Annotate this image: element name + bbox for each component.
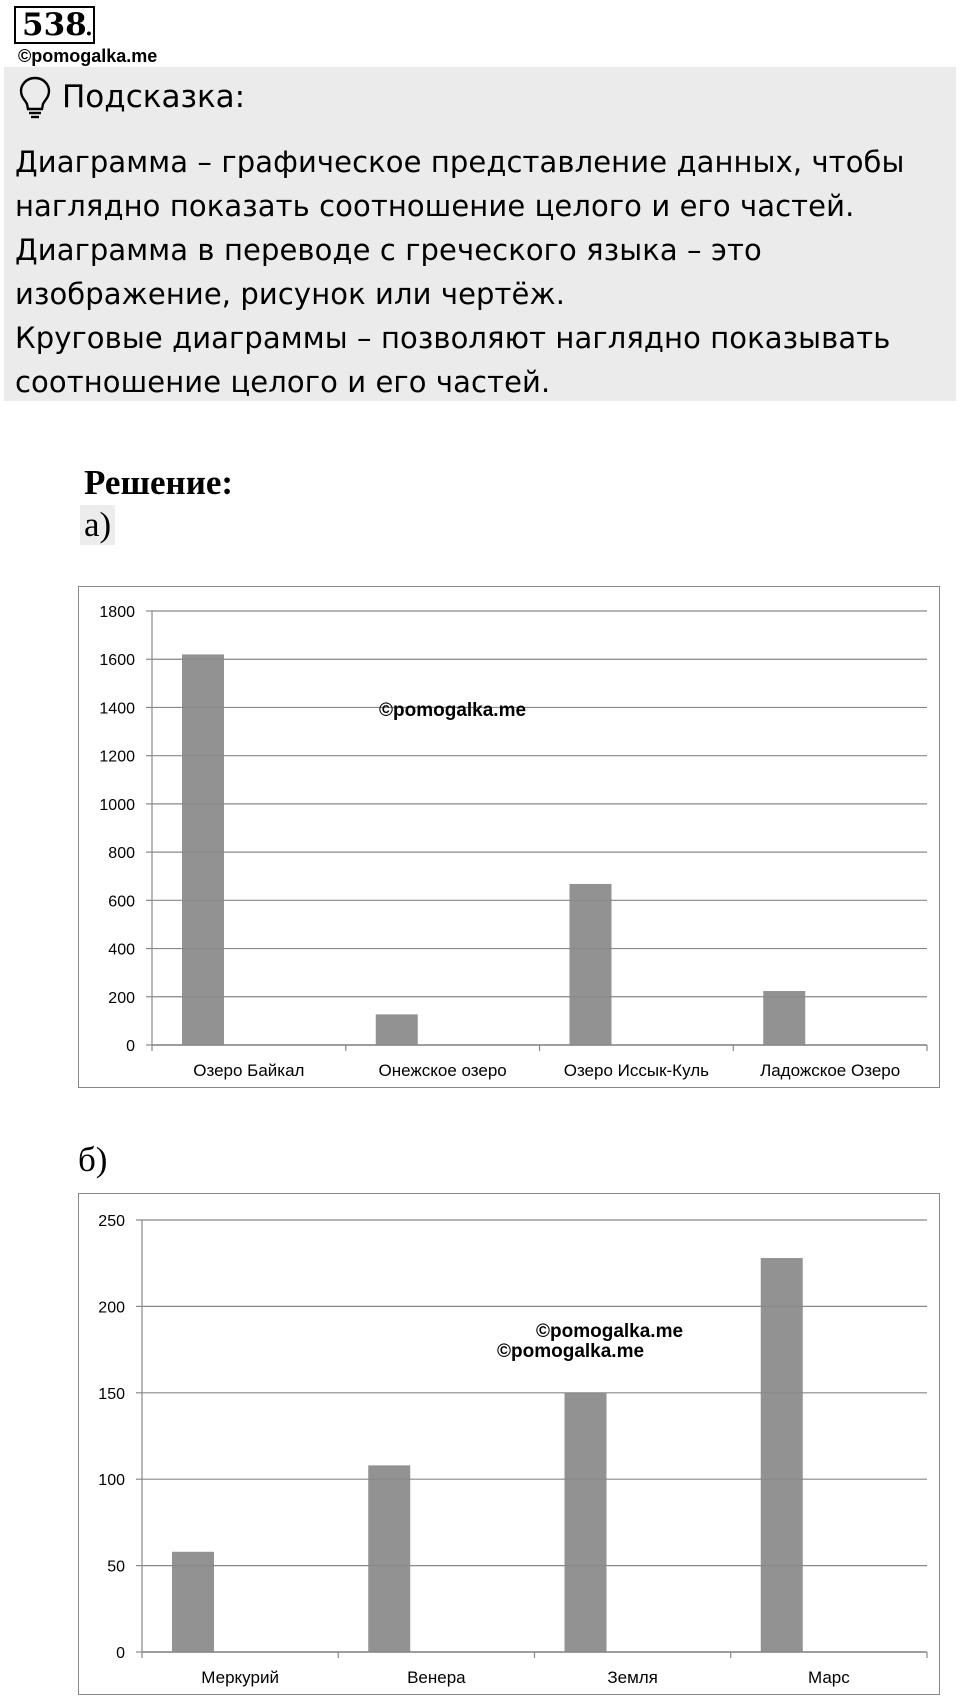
hint-line: наглядно показать соотношение целого и его частей. xyxy=(15,189,855,223)
x-tick-label: Меркурий xyxy=(201,1668,279,1687)
y-tick-label: 1200 xyxy=(99,748,135,766)
chart-planets xyxy=(78,1193,940,1695)
task-number-dot: . xyxy=(84,7,94,43)
hint-line: Диаграмма – графическое представление данных, чтобы xyxy=(15,145,905,179)
solution-heading: Решение: xyxy=(84,463,234,502)
y-tick-label: 200 xyxy=(108,989,135,1007)
x-tick-label: Озеро Иссык-Куль xyxy=(563,1061,710,1080)
x-tick-label: Ладожское Озеро xyxy=(760,1061,901,1080)
part-a-label: а) xyxy=(80,505,115,545)
x-tick-label: Онежское озеро xyxy=(378,1061,507,1080)
y-tick-label: 1000 xyxy=(99,796,135,814)
bar xyxy=(761,1258,803,1652)
bar xyxy=(172,1552,214,1652)
bar xyxy=(368,1465,410,1652)
bar xyxy=(182,654,224,1045)
chart-watermark: ©pomogalka.me xyxy=(379,700,527,721)
bar xyxy=(570,884,612,1045)
hint-title: Подсказка: xyxy=(62,79,246,115)
hint-line: изображение, рисунок или чертёж. xyxy=(15,277,566,311)
bar xyxy=(376,1014,418,1045)
y-tick-label: 150 xyxy=(98,1385,125,1403)
y-tick-label: 1600 xyxy=(99,652,135,670)
y-tick-label: 0 xyxy=(126,1038,135,1055)
x-tick-label: Марс xyxy=(807,1668,850,1687)
bar xyxy=(763,991,805,1045)
y-tick-label: 400 xyxy=(108,941,135,959)
hint-line: соотношение целого и его частей. xyxy=(15,365,551,399)
hint-box xyxy=(4,67,956,401)
x-tick-label: Земля xyxy=(607,1668,658,1687)
y-tick-label: 1800 xyxy=(99,604,135,621)
task-number: 538 xyxy=(14,6,95,44)
y-tick-label: 100 xyxy=(98,1472,125,1490)
hint-line: Диаграмма в переводе с греческого языка – это xyxy=(15,233,762,267)
hint-text xyxy=(15,140,950,404)
lightbulb-icon xyxy=(18,75,52,125)
hint-line: Круговые диаграммы – позволяют наглядно показывать xyxy=(15,321,891,355)
chart-planets-svg xyxy=(79,1194,939,1694)
x-tick-label: Озеро Байкал xyxy=(193,1061,305,1080)
chart-watermark: ©pomogalka.me xyxy=(536,1321,684,1342)
y-tick-label: 50 xyxy=(107,1558,125,1576)
part-b-label: б) xyxy=(78,1140,108,1179)
y-tick-label: 1400 xyxy=(99,700,135,718)
chart-lakes xyxy=(78,586,940,1088)
y-tick-label: 800 xyxy=(108,845,135,863)
watermark: ©pomogalka.me xyxy=(18,46,158,66)
y-tick-label: 0 xyxy=(116,1645,125,1662)
chart-watermark: ©pomogalka.me xyxy=(497,1341,645,1362)
y-tick-label: 250 xyxy=(98,1213,125,1230)
chart-lakes-svg xyxy=(79,587,939,1087)
x-tick-label: Венера xyxy=(407,1668,466,1687)
bar xyxy=(565,1393,607,1652)
y-tick-label: 200 xyxy=(98,1299,125,1317)
y-tick-label: 600 xyxy=(108,893,135,911)
